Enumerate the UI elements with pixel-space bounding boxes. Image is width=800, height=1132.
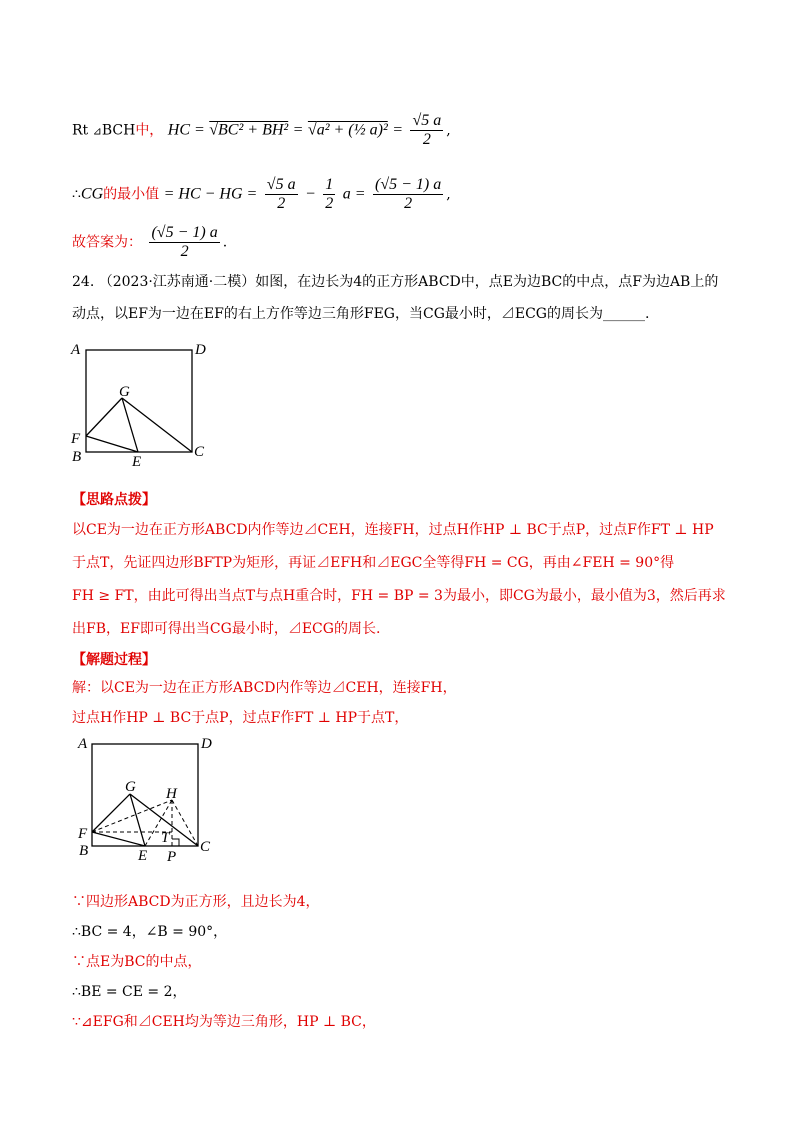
- fraction-3: $\frac{(√5 - 1) a}{2}$: [374, 176, 442, 212]
- segment-fe-2: [92, 832, 145, 846]
- sqrt-a-half-a: √a² + (½ a)²: [307, 121, 388, 139]
- segment-ge-2: [130, 794, 145, 846]
- question-text-1: 如图，在边长为4的正方形ABCD中，点E为边BC的中点，点F为边AB上的: [255, 274, 719, 290]
- question-line-1: [72, 272, 718, 292]
- min-value-label: 的最小值: [103, 186, 160, 203]
- segment-gc: [122, 398, 192, 452]
- prev-solution-line-2: ∴CG的最小值 = HC − HG = $\frac{√5 a}{2}$ − $\frac{1}{2}$ a = $\frac{(√5 - 1) a}{2}$ ,: [72, 176, 451, 212]
- answer-fraction: $\frac{(√5 - 1) a}{2}$: [151, 224, 218, 260]
- right-angle-p: [172, 839, 179, 846]
- solution-line-2: 过点H作HP ⊥ BC于点P，过点F作FT ⊥ HP于点T，: [72, 710, 409, 726]
- hint-heading: 【思路点拨】: [72, 492, 156, 508]
- figure-2: [72, 732, 222, 867]
- therefore-icon: ∴: [72, 186, 81, 203]
- label-p: P: [167, 849, 177, 865]
- fraction-1: $\frac{√5 a}{2}$: [266, 176, 296, 212]
- solution-line-6: ∴BE = CE = 2，: [72, 984, 187, 1000]
- hc-formula: HC =: [167, 121, 205, 139]
- bch-label: BCH: [101, 122, 136, 139]
- label-t: T: [161, 830, 170, 846]
- label-g-2: G: [125, 779, 136, 795]
- label-f: F: [71, 431, 81, 447]
- solution-line-4: ∴BC = 4，∠B = 90°，: [72, 924, 228, 940]
- solution-line-5: ∵点E为BC的中点，: [72, 954, 202, 970]
- label-c: C: [194, 444, 205, 460]
- label-a-2: A: [78, 736, 88, 752]
- hint-line-4: 出FB，EF即可得出当CG最小时，⊿ECG的周长.: [72, 621, 381, 637]
- label-c-2: C: [200, 839, 211, 855]
- solution-line-7: ∵⊿EFG和⊿CEH均为等边三角形，HP ⊥ BC，: [72, 1014, 376, 1030]
- rt-label: Rt: [72, 122, 89, 139]
- label-e-2: E: [138, 848, 148, 864]
- zhong-label: 中，: [135, 122, 164, 139]
- solution-heading: 【解题过程】: [72, 652, 156, 668]
- question-line-2: [72, 304, 649, 324]
- eq-sign: =: [292, 121, 304, 139]
- segment-fg-2: [92, 794, 130, 832]
- hint-line-3: FH ≥ FT，由此可得出当点T与点H重合时，FH = BP = 3为最小，即CG为最小，最小值为3，然后再求: [72, 588, 726, 604]
- label-e: E: [132, 454, 142, 470]
- segment-fh: [92, 800, 172, 832]
- label-g: G: [119, 384, 130, 400]
- fraction-sqrt5a-2: $\frac{√5 a}{2}$: [412, 112, 442, 148]
- segment-ge: [122, 398, 138, 452]
- question-number: 24.: [72, 274, 95, 290]
- answer-line: 故答案为： $\frac{(√5 - 1) a}{2}$ .: [72, 224, 228, 260]
- triangle-icon: ⊿: [92, 124, 102, 138]
- hc-hg-formula: = HC − HG =: [163, 185, 258, 203]
- cg-label: CG: [80, 185, 104, 203]
- label-d-2: D: [201, 736, 212, 752]
- prev-solution-line-1: Rt ⊿BCH中， HC = √BC² + BH² = √a² + (½ a)² = $\frac{√5 a}{2}$ ,: [72, 112, 451, 148]
- square-abcd: [86, 350, 192, 452]
- label-a: A: [71, 342, 81, 358]
- a-equals: a =: [342, 185, 366, 203]
- label-b: B: [72, 449, 82, 465]
- label-h: H: [166, 786, 177, 802]
- label-d: D: [195, 342, 206, 358]
- segment-fe: [86, 436, 138, 452]
- label-f-2: F: [78, 826, 88, 842]
- answer-label: 故答案为：: [72, 234, 142, 251]
- fraction-2: $\frac{1}{2}$: [325, 176, 334, 212]
- figure-1: [68, 340, 218, 470]
- square-abcd-2: [92, 744, 198, 846]
- hint-line-2: 于点T，先证四边形BFTP为矩形，再证⊿EFH和⊿EGC全等得FH = CG，再由∠FEH = 90°得: [72, 555, 675, 571]
- segment-fg: [86, 398, 122, 436]
- hint-line-1: 以CE为一边在正方形ABCD内作等边⊿CEH，连接FH，过点H作HP ⊥ BC于点P，过点F作FT ⊥ HP: [72, 522, 714, 538]
- minus-sign: −: [305, 185, 316, 203]
- question-text-2: 动点，以EF为一边在EF的右上方作等边三角形FEG，当CG最小时，⊿ECG的周长为______.: [72, 306, 650, 322]
- question-source: （2023·江苏南通·二模）: [98, 274, 256, 290]
- label-b-2: B: [79, 843, 89, 859]
- sqrt-bc-bh: √BC² + BH²: [209, 121, 289, 139]
- solution-line-3: ∵四边形ABCD为正方形，且边长为4，: [72, 894, 320, 910]
- solution-line-1: 解：以CE为一边在正方形ABCD内作等边⊿CEH，连接FH，: [72, 680, 457, 696]
